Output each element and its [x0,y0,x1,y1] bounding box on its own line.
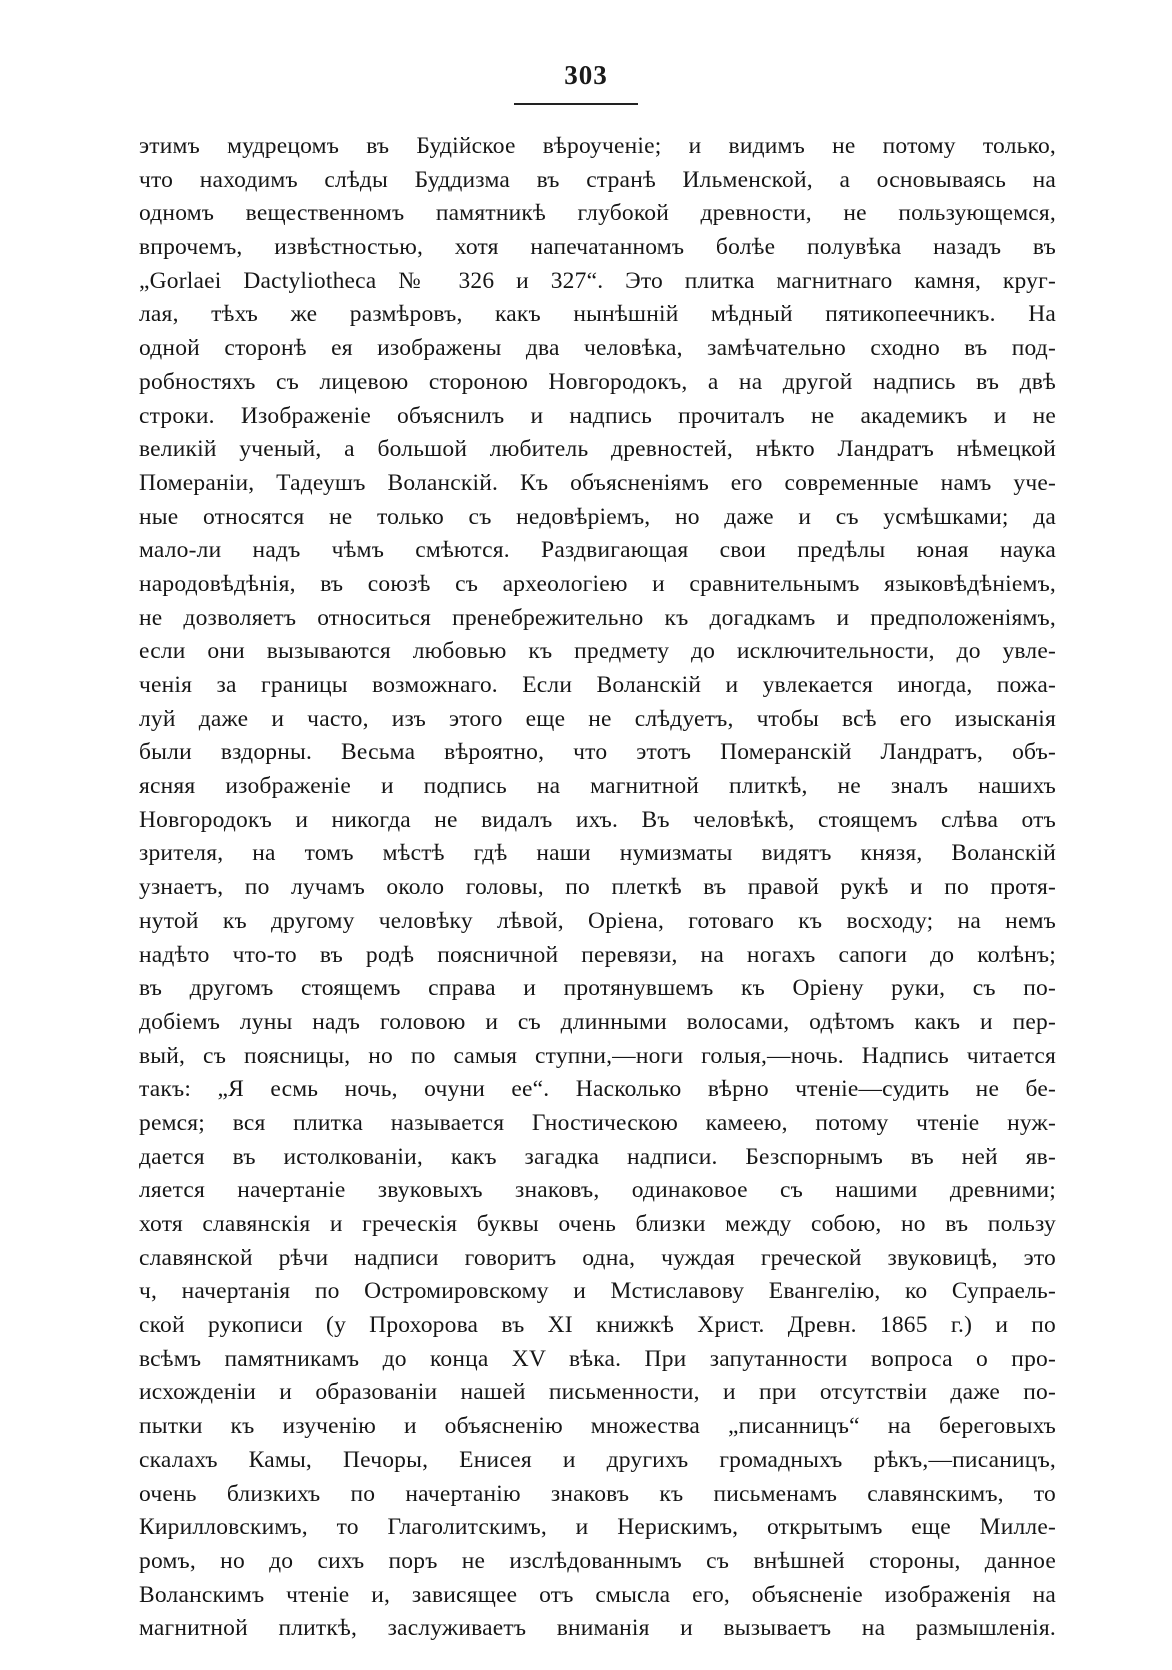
text-line: славянской рѣчи надписи говоритъ одна, чуждая греческой звуковицѣ, это [139,1244,1056,1271]
text-line: дается въ истолкованіи, какъ загадка надписи. Безспорнымъ въ ней яв- [139,1143,1056,1170]
text-line: строки. Изображеніе объяснилъ и надпись прочиталъ не академикъ и не [139,402,1056,429]
text-line: Помераніи, Тадеушъ Воланскій. Къ объясненіямъ его современные намъ уче- [139,469,1056,496]
text-line: что находимъ слѣды Буддизма въ странѣ Ильменской, а основываясь на [139,166,1056,193]
text-line: ромъ, но до сихъ поръ не изслѣдованнымъ съ внѣшней стороны, данное [139,1547,1056,1574]
text-line: узнаетъ, по лучамъ около головы, по плеткѣ въ правой рукѣ и по протя- [139,874,1056,901]
text-line: зрителя, на томъ мѣстѣ гдѣ наши нумизматы видятъ князя, Воланскій [139,840,1056,867]
text-line: ченія за границы возможнаго. Если Воланскій и увлекается иногда, пожа- [139,672,1056,698]
page-number: 303 [564,60,608,90]
text-line: очень близкихъ по начертанію знаковъ къ письменамъ славянскимъ, то [139,1480,1056,1507]
text-line: одномъ вещественномъ памятникѣ глубокой древности, не пользующемся, [139,200,1056,227]
text-line: „Gorlaei Dactyliotheca № 326 и 327“. Это плитка магнитнаго камня, круг- [139,267,1056,294]
text-line: всѣмъ памятникамъ до конца XV вѣка. При запутанности вопроса о про- [139,1345,1056,1372]
text-line: ремся; вся плитка называется Гностическою камеею, потому чтеніе нуж- [139,1109,1056,1136]
body-text [139,130,1056,1646]
text-line: въ другомъ стоящемъ справа и протянувшемъ къ Оріену руки, съ по- [139,975,1056,1002]
text-line: луй даже и часто, изъ этого еще не слѣдуетъ, чтобы всѣ его изысканія [139,705,1056,732]
text-line: Новгородокъ и никогда не видалъ ихъ. Въ человѣкѣ, стоящемъ слѣва отъ [139,806,1056,833]
text-line: ляется начертаніе звуковыхъ знаковъ, одинаковое съ нашими древними; [139,1177,1056,1204]
text-line: Воланскимъ чтеніе и, зависящее отъ смысла его, объясненіе изображенія на [139,1581,1056,1608]
text-line: ясняя изображеніе и подпись на магнитной плиткѣ, не зналъ нашихъ [139,773,1056,800]
text-line: впрочемъ, извѣстностью, хотя напечатанномъ болѣе полувѣка назадъ въ [139,234,1056,261]
text-line: нутой къ другому человѣку лѣвой, Оріена, готоваго къ восходу; на немъ [139,907,1056,934]
text-line: скалахъ Камы, Печоры, Енисея и другихъ громадныхъ рѣкъ,—писаницъ, [139,1446,1056,1473]
text-line: исхожденіи и образованіи нашей письменности, и при отсутствіи даже по- [139,1379,1056,1406]
text-line: не дозволяетъ относиться пренебрежительно къ догадкамъ и предположеніямъ, [139,604,1056,631]
text-line: если они вызываются любовью къ предмету до исключительности, до увле- [139,638,1056,665]
text-line: Кирилловскимъ, то Глаголитскимъ, и Нерискимъ, открытымъ еще Милле- [139,1514,1056,1541]
text-line: были вздорны. Весьма вѣроятно, что этотъ Померанскій Ландратъ, объ- [139,739,1056,766]
text-line: вый, съ поясницы, но по самыя ступни,—ноги голыя,—ночь. Надпись читается [139,1042,1056,1069]
text-line: мало-ли надъ чѣмъ смѣются. Раздвигающая свои предѣлы юная наука [139,537,1056,564]
text-line: лая, тѣхъ же размѣровъ, какъ нынѣшній мѣдный пятикопеечникъ. На [139,301,1056,328]
text-line: такъ: „Я есмь ночь, очуни ее“. Насколько вѣрно чтеніе—судить не бе- [139,1076,1056,1103]
text-line: надѣто что-то въ родѣ поясничной перевязи, на ногахъ сапоги до колѣнъ; [139,941,1056,968]
page-number-rule [514,103,638,105]
text-line: добіемъ луны надъ головою и съ длинными волосами, одѣтомъ какъ и пер- [139,1008,1056,1035]
text-line: ской рукописи (у Прохорова въ XI книжкѣ Христ. Древн. 1865 г.) и по [139,1312,1056,1339]
text-line: народовѣдѣнія, въ союзѣ съ археологіею и сравнительнымъ языковѣдѣніемъ, [139,570,1056,597]
text-line: великій ученый, а большой любитель древностей, нѣкто Ландратъ нѣмецкой [139,436,1056,463]
text-line: пытки къ изученію и объясненію множества „писанницъ“ на береговыхъ [139,1413,1056,1440]
text-line: ные относятся не только съ недовѣріемъ, но даже и съ усмѣшками; да [139,503,1056,530]
text-line: магнитной плиткѣ, заслуживаетъ вниманія и вызываетъ на размышленія. [139,1615,1056,1642]
text-line: этимъ мудрецомъ въ Будійское вѣроученіе; и видимъ не потому только, [139,133,1056,159]
text-line: робностяхъ съ лицевою стороною Новгородокъ, а на другой надпись въ двѣ [139,368,1056,395]
text-line: хотя славянскія и греческія буквы очень близки между собою, но въ пользу [139,1211,1056,1237]
text-line: ч, начертанія по Остромировскому и Мстиславову Евангелію, ко Супраель- [139,1278,1056,1305]
text-line: одной сторонѣ ея изображены два человѣка, замѣчательно сходно въ под- [139,335,1056,362]
